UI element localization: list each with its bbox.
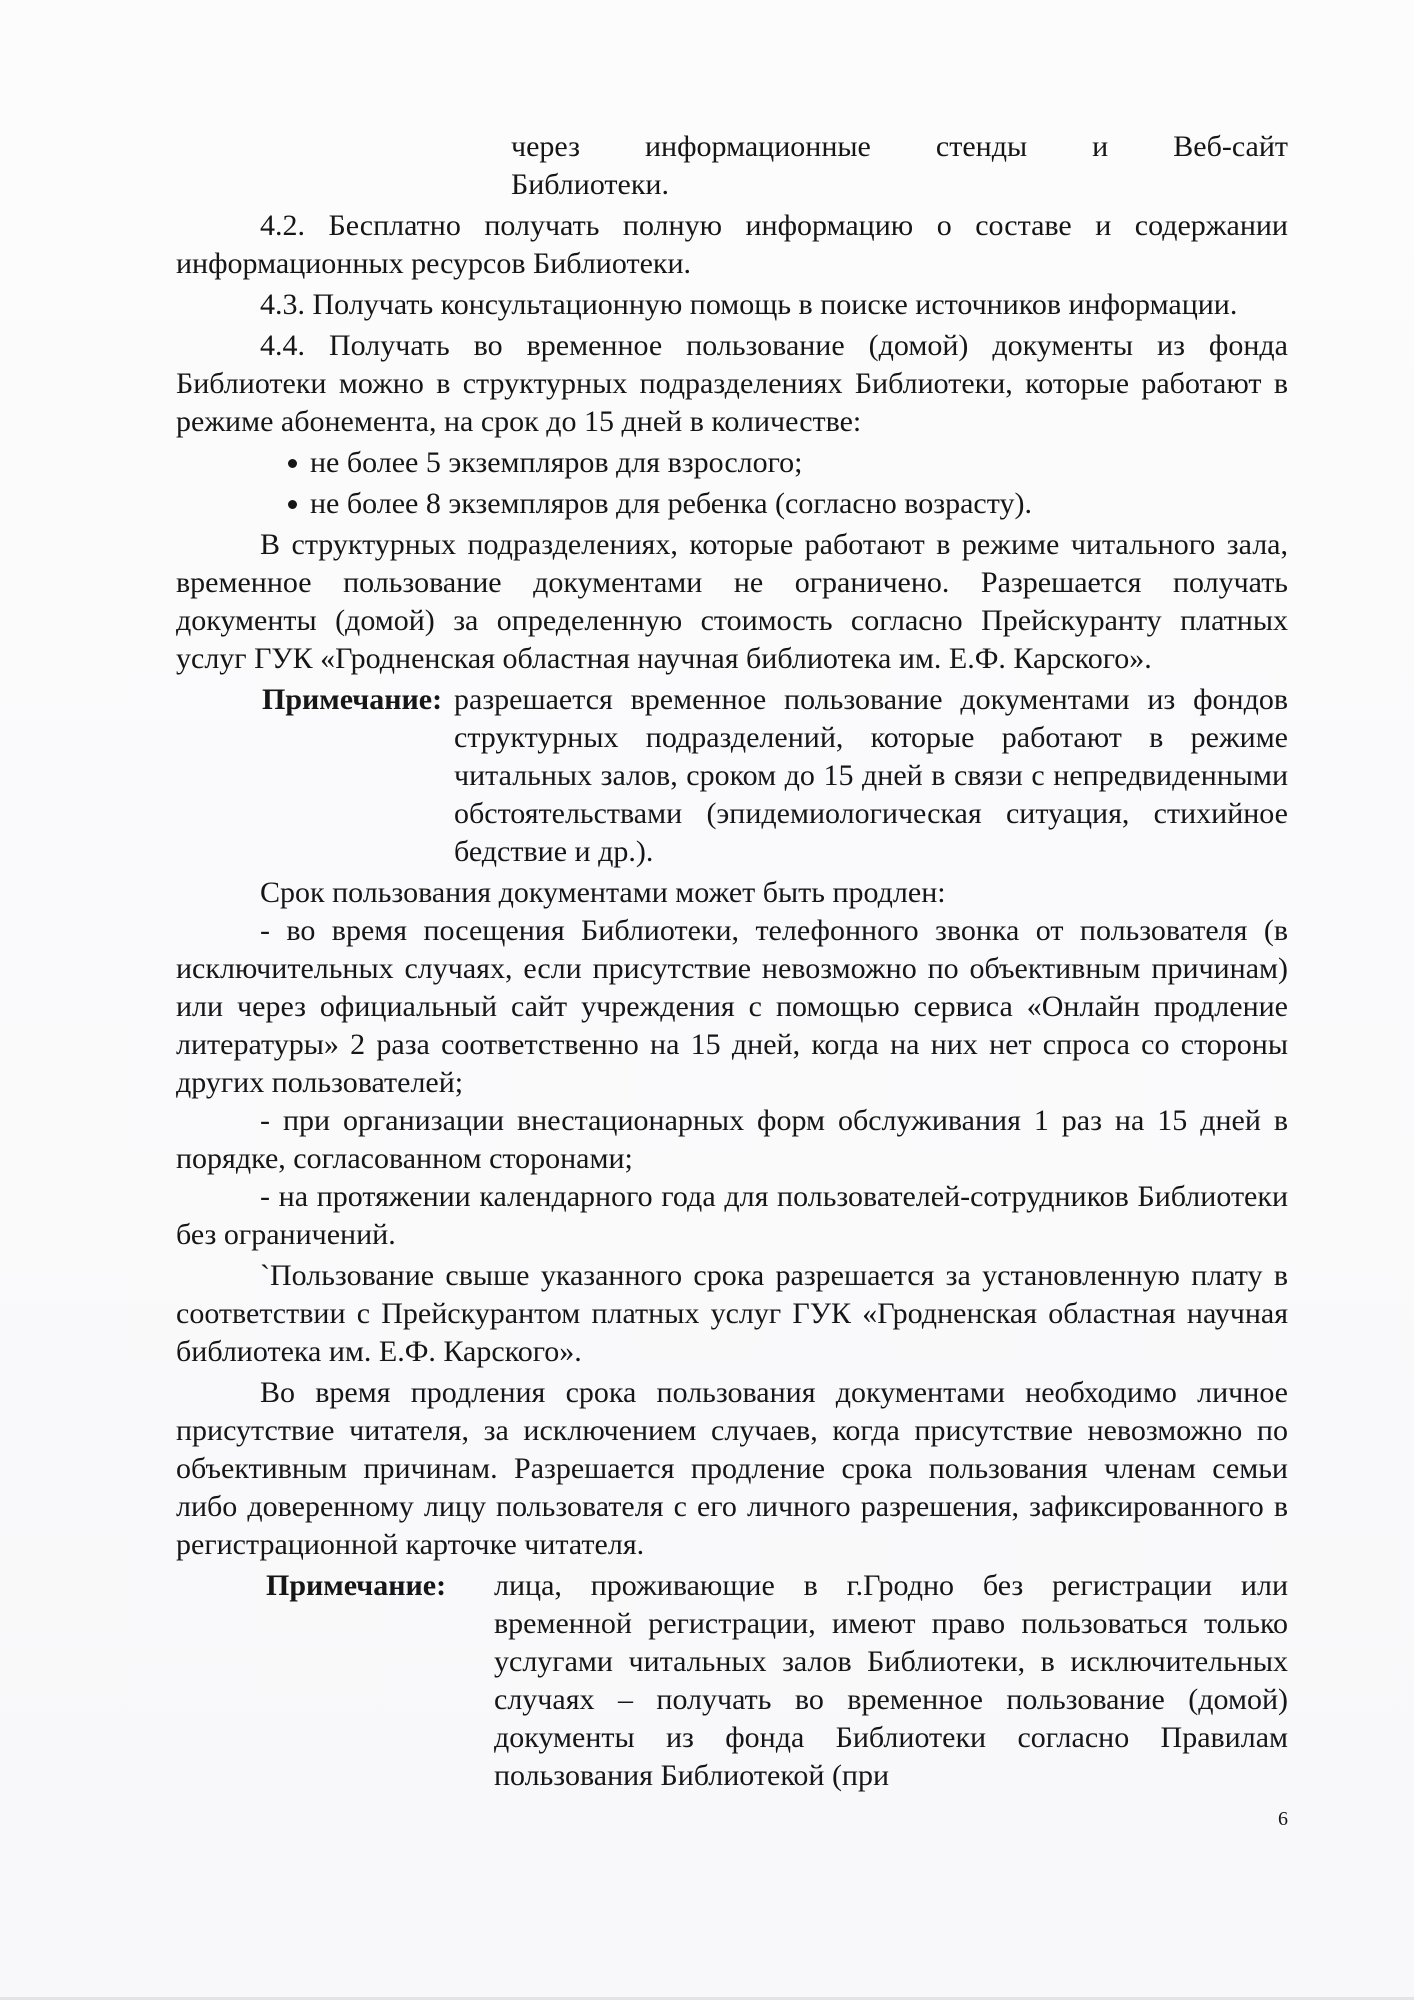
- note-block: [262, 681, 1288, 871]
- bullet-list: [176, 444, 1288, 523]
- list-item: [176, 444, 1288, 482]
- paragraph-reading-room: В структурных подразделениях, которые работают в режиме читального зала, временное пользование документами не ограничено. Разрешается получать документы (домой) за определенную стоимость согласно Прейскуранту платных услуг ГУК «Гродненская областная научная библиотека им. Е.Ф. Карского».: [176, 528, 1288, 675]
- paragraph-4-3: 4.3. Получать консультационную помощь в поиске источников информации.: [260, 288, 1238, 321]
- note-block: [266, 1567, 1288, 1795]
- paragraph-presence: Во время продления срока пользования документами необходимо личное присутствие читателя, за исключением случаев, когда присутствие невозможно по объективным причинам. Разрешается продление срока пользования членам семьи либо доверенному лицу пользователя с его личного разрешения, зафиксированного в регистрационной карточке читателя.: [176, 1376, 1288, 1561]
- continuation-line: через информационные стенды и Веб-сайт: [511, 130, 1288, 163]
- paragraph-4-4: 4.4. Получать во временное пользование (домой) документы из фонда Библиотеки можно в структурных подразделениях Библиотеки, которые работают в режиме абонемента, на срок до 15 дней в количестве:: [176, 329, 1288, 438]
- bullet-icon: [288, 459, 297, 468]
- note-text: разрешается временное пользование документами из фондов структурных подразделений, которые работают в режиме читальных залов, сроком до 15 дней в связи с непредвиденными обстоятельствами (эпидемиологическая ситуация, стихийное бедствие и др.).: [454, 683, 1288, 868]
- note-text: лица, проживающие в г.Гродно без регистрации или временной регистрации, имеют право пользоваться только услугами читальных залов Библиотеки, в исключительных случаях – получать во временное пользование (домой) документы из фонда Библиотеки согласно Правилам пользования Библиотекой (при: [494, 1569, 1288, 1792]
- document-body: [176, 128, 1288, 1795]
- paragraph-overdue: `Пользование свыше указанного срока разрешается за установленную плату в соответствии с Прейскурантом платных услуг ГУК «Гродненская областная научная библиотека им. Е.Ф. Карского».: [176, 1259, 1288, 1368]
- list-item-text: не более 5 экземпляров для взрослого;: [310, 446, 803, 479]
- paragraph-4-2: 4.2. Бесплатно получать полную информацию о составе и содержании информационных ресурсов Библиотеки.: [176, 209, 1288, 280]
- page-number: 6: [1278, 1808, 1288, 1830]
- bullet-icon: [288, 500, 297, 509]
- list-item-text: не более 8 экземпляров для ребенка (согласно возрасту).: [310, 487, 1032, 520]
- paragraph-extend-item: - на протяжении календарного года для пользователей-сотрудников Библиотеки без ограничений.: [176, 1180, 1288, 1251]
- list-item: [176, 485, 1288, 523]
- paragraph-extend-item: - при организации внестационарных форм обслуживания 1 раз на 15 дней в порядке, согласованном сторонами;: [176, 1104, 1288, 1175]
- paragraph-extend-item: - во время посещения Библиотеки, телефонного звонка от пользователя (в исключительных случаях, если присутствие невозможно по объективным причинам) или через официальный сайт учреждения с помощью сервиса «Онлайн продление литературы» 2 раза соответственно на 15 дней, когда на них нет спроса со стороны других пользователей;: [176, 914, 1288, 1099]
- note-label: Примечание:: [262, 683, 443, 716]
- continuation-line-end: Библиотеки.: [511, 168, 669, 201]
- note-label: Примечание:: [266, 1569, 447, 1602]
- paragraph-extend: Срок пользования документами может быть продлен:: [260, 876, 946, 909]
